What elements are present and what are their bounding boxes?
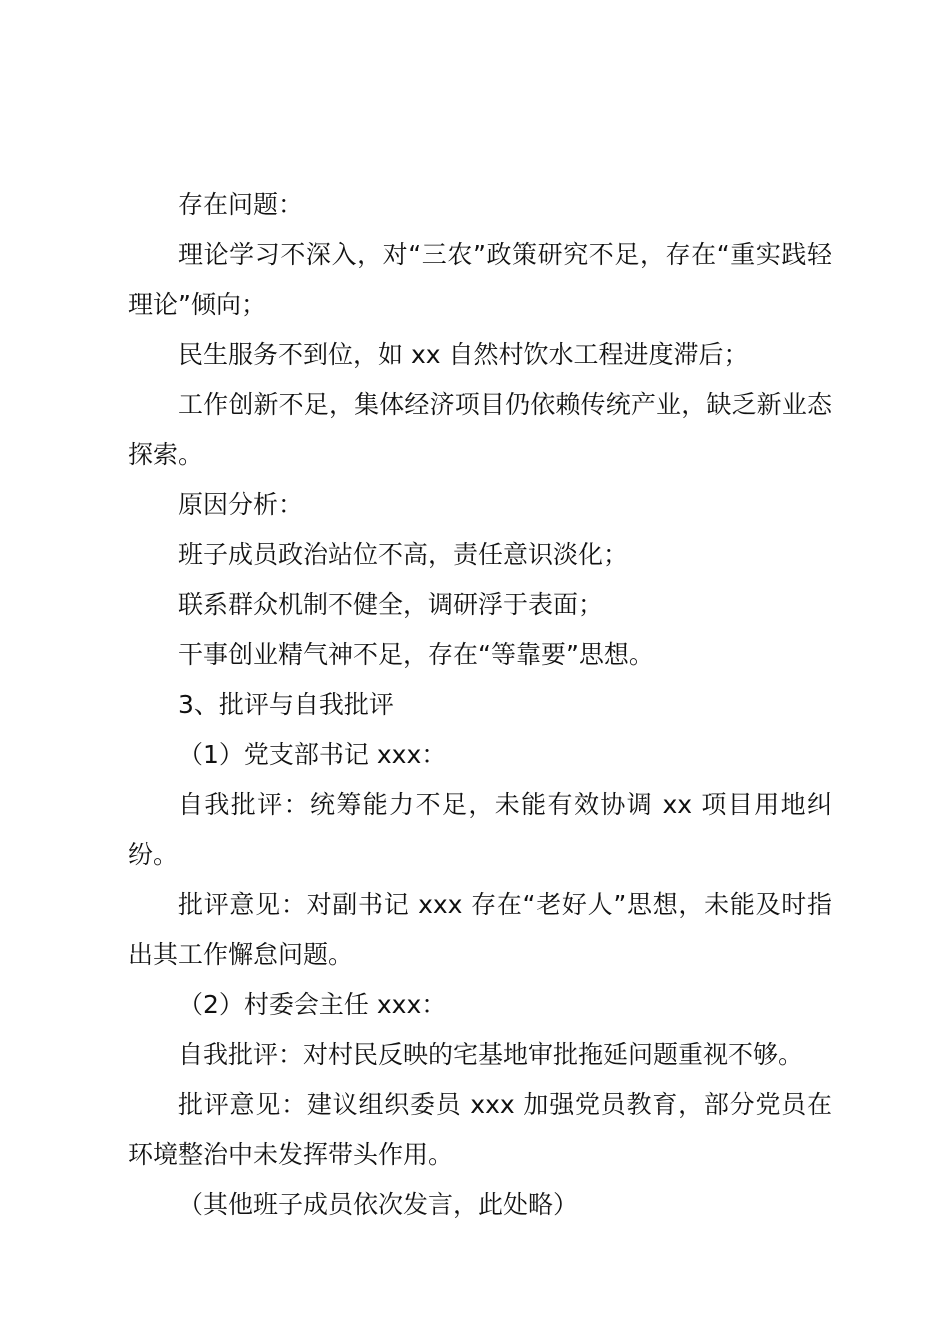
cause-item-political: 班子成员政治站位不高，责任意识淡化； bbox=[178, 540, 629, 569]
criticism-opinion-secretary: 批评意见：对副书记 xxx 存在“老好人”思想，未能及时指出其工作懈怠问题。 bbox=[128, 890, 832, 969]
closing-note: （其他班子成员依次发言，此处略） bbox=[178, 1190, 579, 1219]
cause-item-mass-contact: 联系群众机制不健全，调研浮于表面； bbox=[178, 590, 604, 619]
criticism-opinion-director: 批评意见：建议组织委员 xxx 加强党员教育，部分党员在环境整治中未发挥带头作用。 bbox=[128, 1090, 832, 1169]
problem-item-innovation: 工作创新不足，集体经济项目仍依赖传统产业，缺乏新业态探索。 bbox=[128, 390, 832, 469]
self-criticism-director: 自我批评：对村民反映的宅基地审批拖延问题重视不够。 bbox=[178, 1040, 804, 1069]
heading-existing-problems: 存在问题： bbox=[178, 190, 304, 219]
document-body bbox=[128, 180, 832, 1230]
problem-item-theory: 理论学习不深入，对“三农”政策研究不足，存在“重实践轻理论”倾向； bbox=[128, 240, 832, 319]
heading-cause-analysis: 原因分析： bbox=[178, 490, 304, 519]
problem-item-livelihood: 民生服务不到位，如 xx 自然村饮水工程进度滞后； bbox=[178, 340, 749, 369]
subheading-party-secretary: （1）党支部书记 xxx： bbox=[178, 740, 447, 769]
cause-item-spirit: 干事创业精气神不足，存在“等靠要”思想。 bbox=[178, 640, 654, 669]
subheading-committee-director: （2）村委会主任 xxx： bbox=[178, 990, 447, 1019]
self-criticism-secretary: 自我批评：统筹能力不足，未能有效协调 xx 项目用地纠纷。 bbox=[128, 790, 832, 869]
section-heading-criticism: 3、批评与自我批评 bbox=[178, 690, 394, 719]
